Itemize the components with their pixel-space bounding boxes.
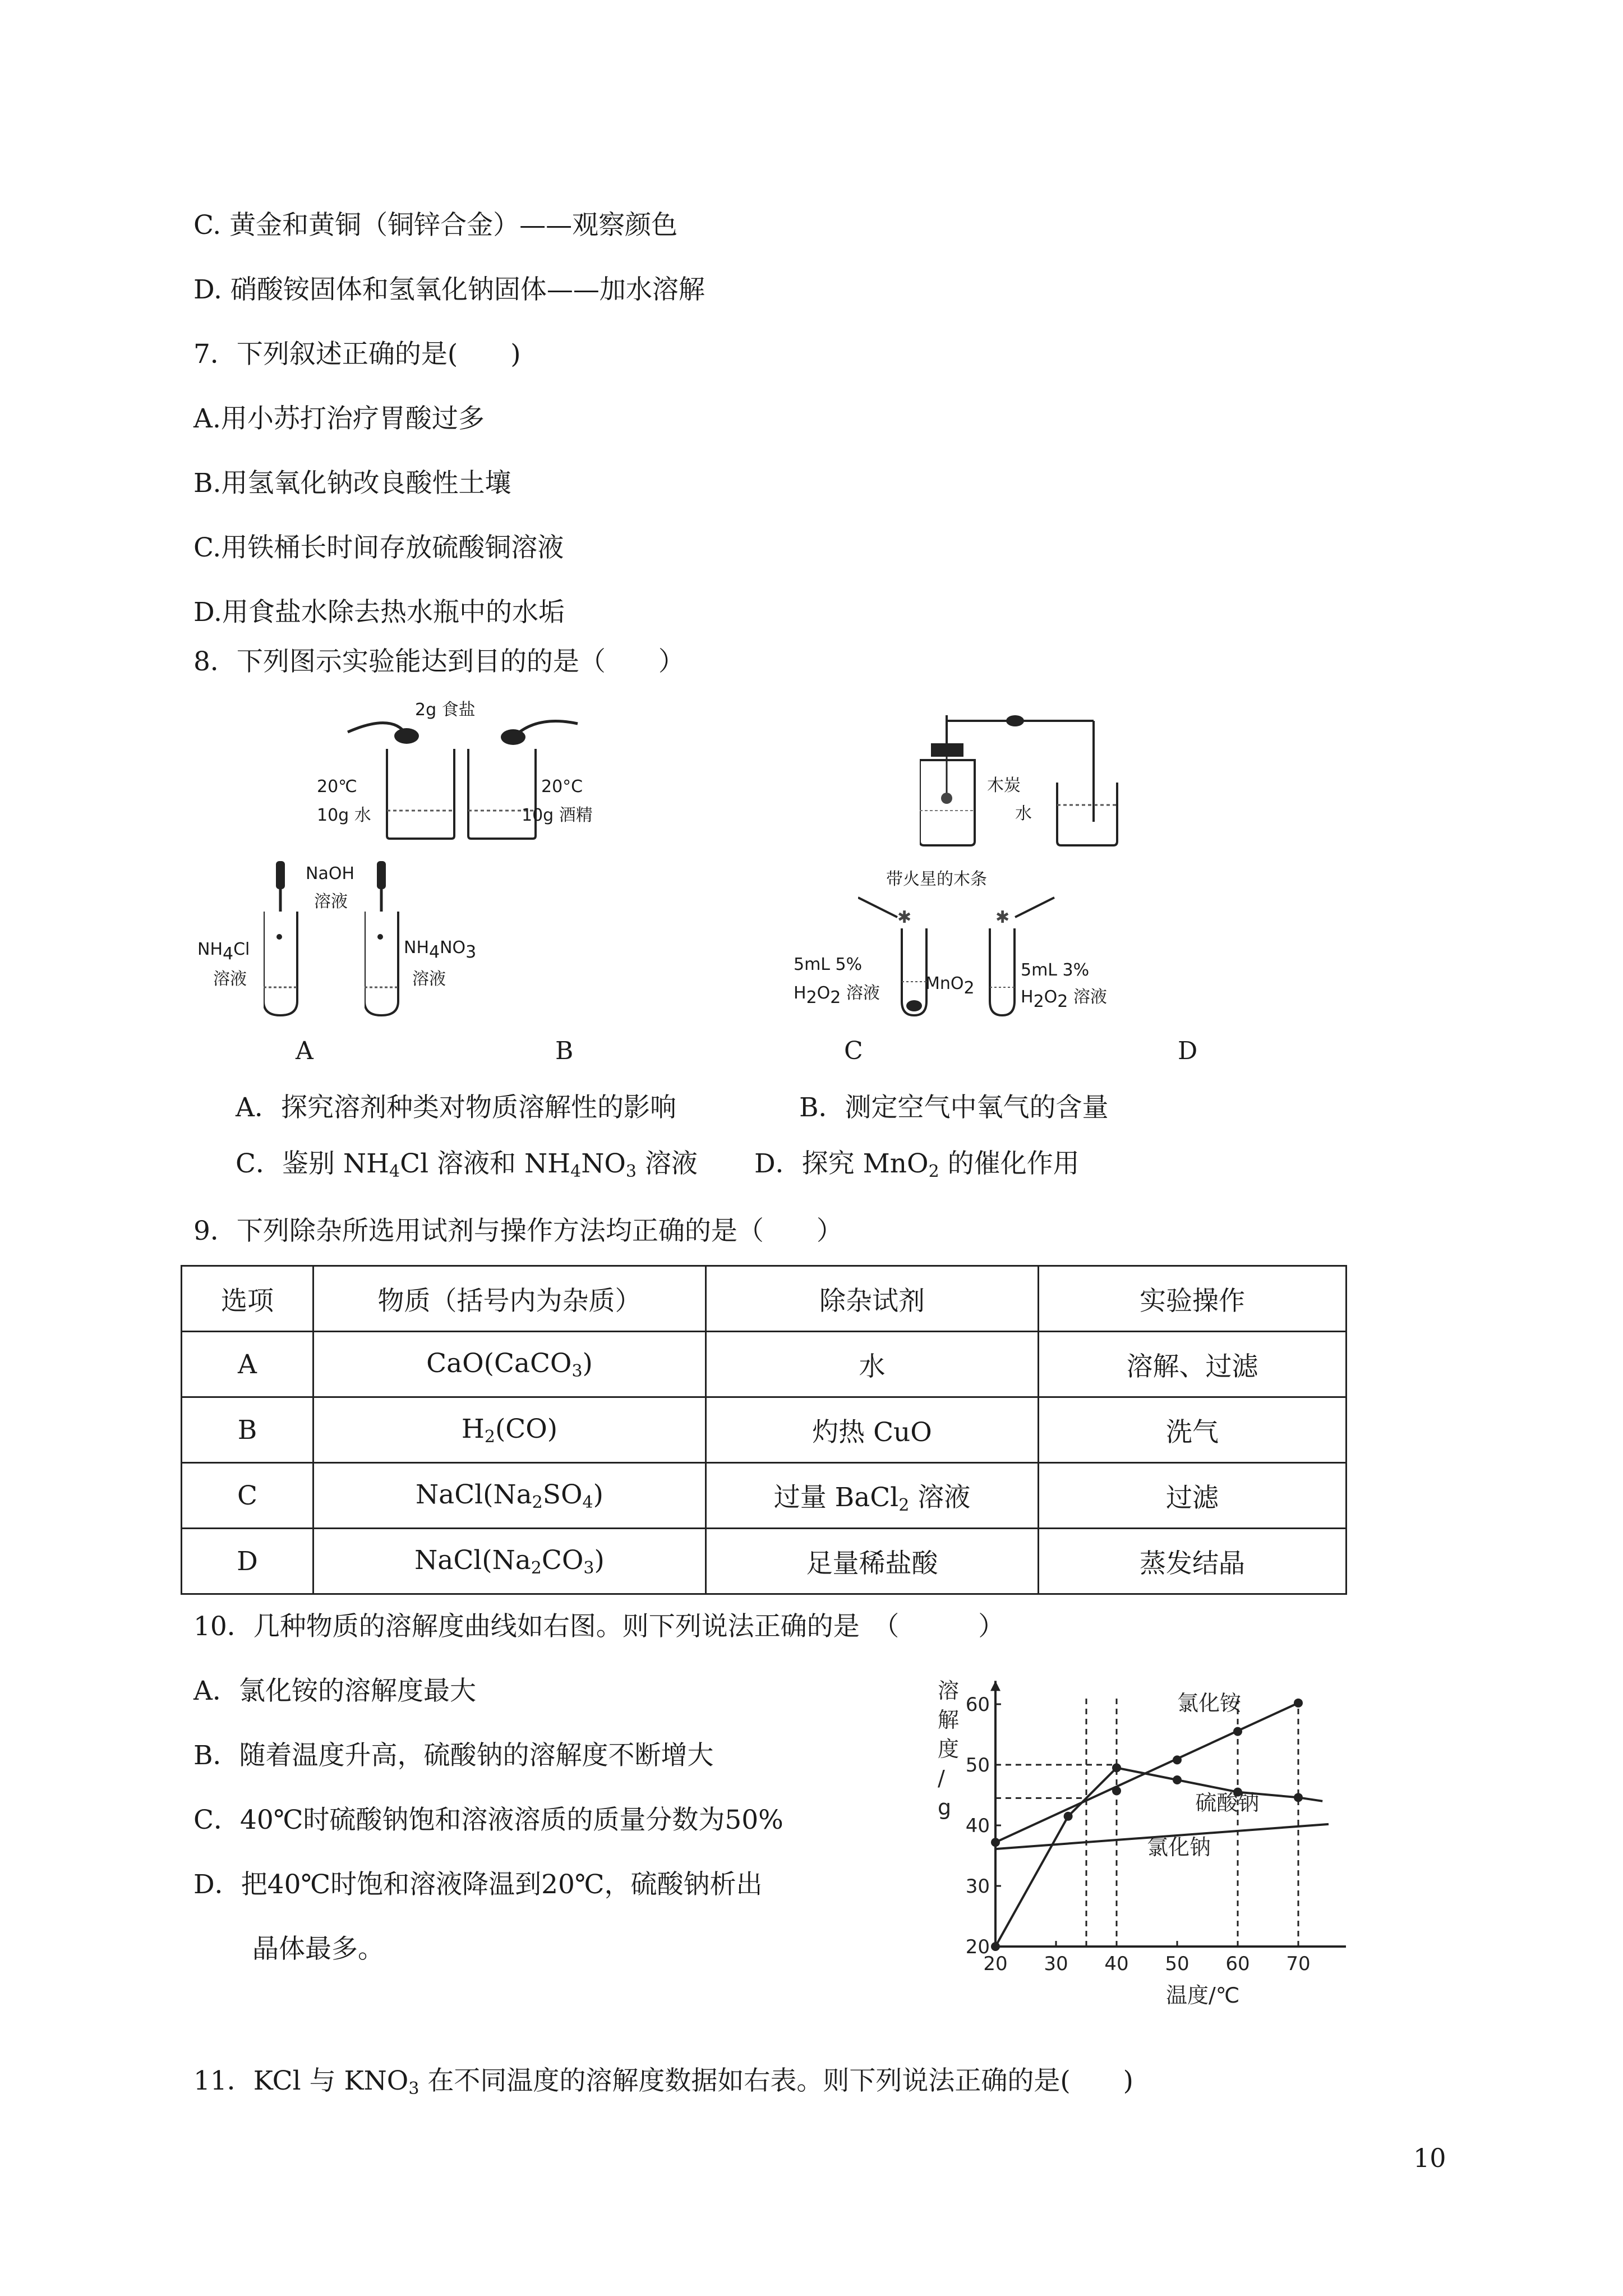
q8-option-b: B．测定空气中氧气的含量 xyxy=(799,1092,1109,1123)
q8-a-right-liquid: 10g 酒精 xyxy=(522,806,593,825)
table-row xyxy=(182,1397,1347,1463)
q8-a-left-liquid: 10g 水 xyxy=(317,806,371,825)
svg-text:✱: ✱ xyxy=(995,908,1010,927)
q8-a-top-label: 2g 食盐 xyxy=(415,700,476,720)
q9-stem: 9．下列除杂所选用试剂与操作方法均正确的是（ ） xyxy=(193,1216,843,1246)
q10-option-d: D．把40℃时饱和溶液降温到20℃，硫酸钠析出 xyxy=(193,1869,763,1900)
cell-operation: 蒸发结晶 xyxy=(1039,1529,1347,1594)
data-point xyxy=(991,1942,1000,1951)
y-tick-label: 50 xyxy=(965,1754,990,1777)
y-tick-label: 20 xyxy=(965,1936,990,1958)
cell-option: D xyxy=(182,1529,313,1594)
solubility-chart xyxy=(931,1627,1346,2008)
q7-option-a: A.用小苏打治疗胃酸过多 xyxy=(193,403,485,434)
q8-d-right-conc: 5mL 3% xyxy=(1021,960,1090,980)
x-tick-label: 60 xyxy=(1225,1953,1250,1975)
q10-stem: 10．几种物质的溶解度曲线如右图。则下列说法正确的是 （ ） xyxy=(193,1611,1005,1642)
q9-table xyxy=(181,1265,1347,1595)
series-label: 氯化铵 xyxy=(1177,1690,1242,1715)
q8-option-d: D．探究 MnO$_2$ 的催化作用 xyxy=(754,1148,1080,1181)
y-axis-label: 溶 xyxy=(938,1678,960,1704)
y-axis-arrow xyxy=(990,1681,1000,1691)
data-point xyxy=(991,1838,1000,1847)
cell-substance: $NaCl(Na_2CO_3)$ xyxy=(313,1529,706,1594)
x-tick-label: 50 xyxy=(1165,1953,1189,1975)
q11-stem: 11．KCl 与 $KNO_3$ 在不同温度的溶解度数据如右表。则下列说法正确的是( ) xyxy=(193,2065,1134,2099)
x-tick-label: 70 xyxy=(1286,1953,1311,1975)
table-row xyxy=(182,1529,1347,1594)
data-point xyxy=(1064,1812,1073,1821)
header-operation: 实验操作 xyxy=(1039,1266,1347,1332)
q8-c-right-tube2: 溶液 xyxy=(412,969,446,989)
q8-b-label2: 水 xyxy=(1015,804,1032,823)
x-tick-label: 20 xyxy=(983,1953,1008,1975)
x-axis-label: 温度/℃ xyxy=(1166,1983,1240,2008)
series-label: 氯化钠 xyxy=(1147,1834,1211,1860)
q6-option-d: D. 硝酸铵固体和氢氧化钠固体——加水溶解 xyxy=(193,274,705,305)
y-tick-label: 30 xyxy=(965,1875,990,1898)
cell-substance: $NaCl(Na_2SO_4)$ xyxy=(313,1463,706,1529)
y-tick-label: 60 xyxy=(965,1694,990,1716)
q8-b-label1: 木炭 xyxy=(987,776,1021,795)
q8-d-catalyst: MnO$_2$ xyxy=(925,974,975,998)
data-point xyxy=(1112,1786,1121,1795)
q7-stem: 7．下列叙述正确的是( ) xyxy=(193,339,521,370)
header-option: 选项 xyxy=(182,1266,313,1332)
cell-option: C xyxy=(182,1463,313,1529)
q8-letter-a: A xyxy=(296,1037,313,1065)
q8-c-reagent2: 溶液 xyxy=(314,892,348,912)
q6-option-c: C. 黄金和黄铜（铜锌合金）——观察颜色 xyxy=(193,210,678,241)
cell-operation: 过滤 xyxy=(1039,1463,1347,1529)
q7-option-d: D.用食盐水除去热水瓶中的水垢 xyxy=(193,597,565,628)
q10-option-c: C．40℃时硫酸钠饱和溶液溶质的质量分数为50% xyxy=(193,1805,783,1835)
y-axis-label: 度 xyxy=(938,1737,960,1762)
q10-option-a: A．氯化铵的溶解度最大 xyxy=(193,1676,476,1706)
header-reagent: 除杂试剂 xyxy=(706,1266,1039,1332)
cell-option: A xyxy=(182,1332,313,1397)
table-row xyxy=(182,1332,1347,1397)
q8-d-right-h2o2: $H_2O_2$ 溶液 xyxy=(1021,987,1107,1011)
q8-letter-b: B xyxy=(555,1037,574,1065)
data-point xyxy=(1233,1727,1242,1736)
q7-option-c: C.用铁桶长时间存放硫酸铜溶液 xyxy=(193,532,564,563)
q8-c-reagent: NaOH xyxy=(306,864,354,884)
y-axis-label: g xyxy=(938,1795,952,1820)
svg-text:✱: ✱ xyxy=(897,908,912,927)
q8-c-right-tube: $NH_4NO_3$ xyxy=(404,938,477,962)
q8-a-right-temp: 20°C xyxy=(541,777,583,797)
q7-option-b: B.用氢氧化钠改良酸性土壤 xyxy=(193,468,511,499)
cell-reagent: 过量 BaCl$_2$ 溶液 xyxy=(706,1463,1039,1529)
cell-substance: $H_2(CO)$ xyxy=(313,1397,706,1463)
y-axis-label: / xyxy=(938,1766,945,1791)
header-substance: 物质（括号内为杂质） xyxy=(313,1266,706,1332)
q10-option-b: B．随着温度升高，硫酸钠的溶解度不断增大 xyxy=(193,1740,714,1771)
q8-option-a: A．探究溶剂种类对物质溶解性的影响 xyxy=(236,1092,676,1123)
y-axis-label: 解 xyxy=(938,1708,960,1733)
data-point xyxy=(1294,1793,1303,1802)
table-header-row xyxy=(182,1266,1347,1332)
page-number: 10 xyxy=(1413,2143,1446,2173)
cell-operation: 洗气 xyxy=(1039,1397,1347,1463)
q8-a-left-temp: 20℃ xyxy=(317,777,357,797)
data-point xyxy=(1112,1763,1121,1772)
cell-option: B xyxy=(182,1397,313,1463)
cell-substance: CaO(CaCO$_3$) xyxy=(313,1332,706,1397)
data-point xyxy=(1173,1755,1182,1764)
series-label: 硫酸钠 xyxy=(1195,1791,1260,1815)
q8-letter-d: D xyxy=(1178,1037,1198,1065)
table-row xyxy=(182,1463,1347,1529)
series-line xyxy=(995,1703,1298,1842)
q8-letter-c: C xyxy=(844,1037,863,1065)
q8-option-c: C．鉴别 $NH_4Cl$ 溶液和 $NH_4NO_3$ 溶液 xyxy=(236,1148,698,1181)
q8-c-left-tube2: 溶液 xyxy=(213,969,247,989)
q8-c-left-tube: $NH_4Cl$ xyxy=(197,940,250,964)
y-tick-label: 40 xyxy=(965,1815,990,1837)
q8-figure-b-oxygen xyxy=(920,715,1133,850)
cell-reagent: 灼热 CuO xyxy=(706,1397,1039,1463)
cell-operation: 溶解、过滤 xyxy=(1039,1332,1347,1397)
cell-reagent: 足量稀盐酸 xyxy=(706,1529,1039,1594)
cell-reagent: 水 xyxy=(706,1332,1039,1397)
data-point xyxy=(1173,1775,1182,1784)
q8-d-left-conc: 5mL 5% xyxy=(794,955,863,974)
q8-d-stick: 带火星的木条 xyxy=(886,869,987,889)
q8-stem: 8．下列图示实验能达到目的的是（ ） xyxy=(193,646,685,677)
x-tick-label: 40 xyxy=(1104,1953,1129,1975)
q10-option-d-cont: 晶体最多。 xyxy=(252,1934,384,1964)
data-point xyxy=(1294,1699,1303,1708)
q8-d-left-h2o2: $H_2O_2$ 溶液 xyxy=(794,983,880,1007)
x-tick-label: 30 xyxy=(1044,1953,1068,1975)
